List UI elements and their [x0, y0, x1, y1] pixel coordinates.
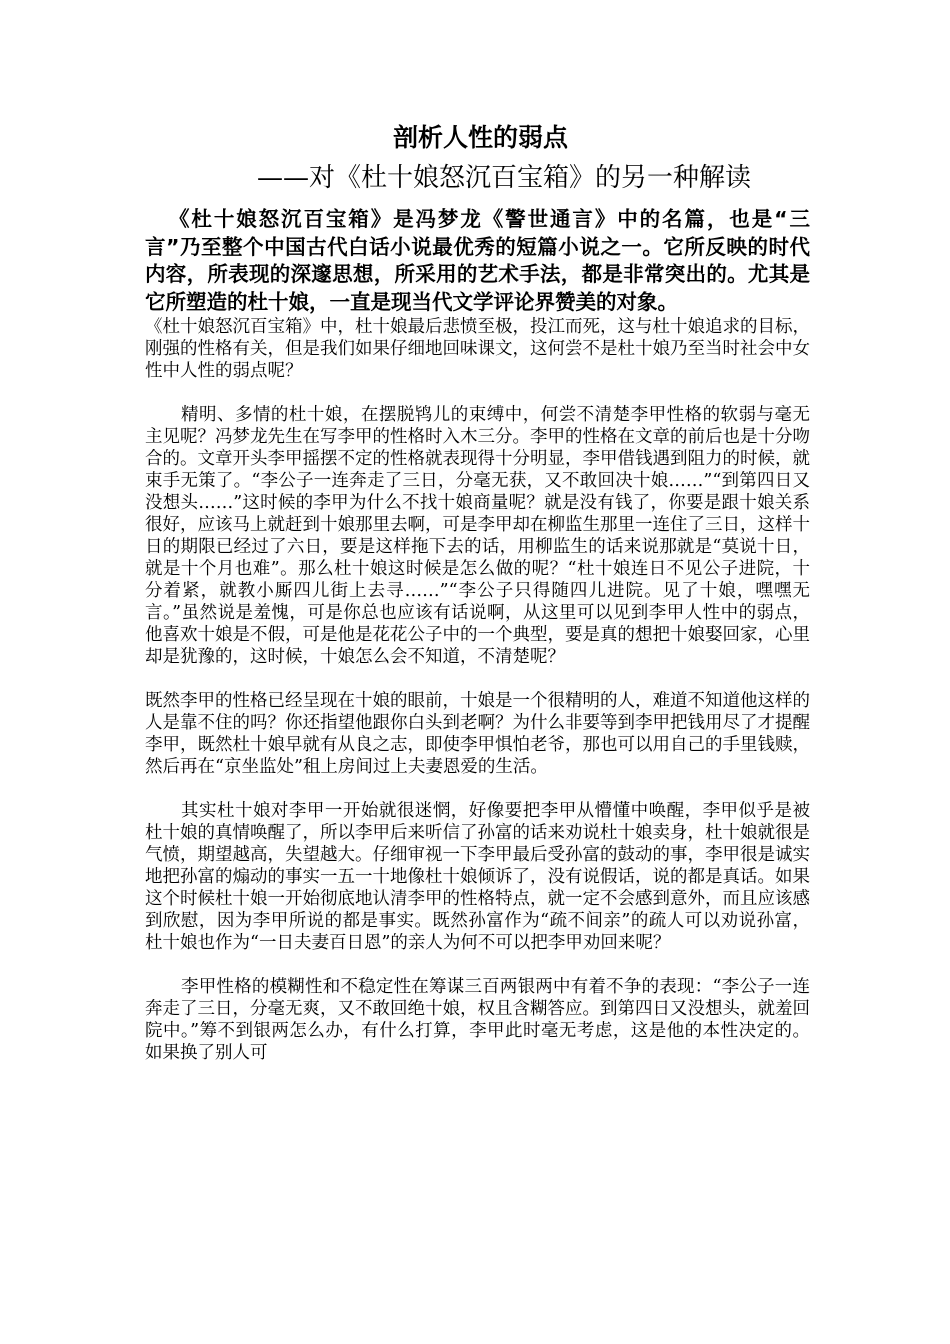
body-paragraph-5: 李甲性格的模糊性和不稳定性在筹谋三百两银两中有着不争的表现：“李公子一连奔走了三日，分毫无爽，又不敢回绝十娘，权且含糊答应。到第四日又没想头，就羞回院中。”筹不到银两怎么办，有什么打算，李甲此时毫无考虑，这是他的本性决定的。如果换了别人可: [145, 977, 810, 1063]
lead-paragraph: 《杜十娘怒沉百宝箱》是冯梦龙《警世通言》中的名篇，也是“三言”乃至整个中国古代白话小说最优秀的短篇小说之一。它所反映的时代内容，所表现的深邃思想，所采用的艺术手法，都是非常突出的。尤其是它所塑造的杜十娘，一直是现当代文学评论界赞美的对象。: [145, 207, 810, 314]
document-title: 剖析人性的弱点: [392, 123, 568, 152]
document-subtitle: ——对《杜十娘怒沉百宝箱》的另一种解读: [257, 163, 752, 193]
body-paragraph-3: 既然李甲的性格已经呈现在十娘的眼前，十娘是一个很精明的人，难道不知道他这样的人是靠不住的吗？你还指望他跟你白头到老啊？为什么非要等到李甲把钱用尽了才提醒李甲，既然杜十娘早就有从良之志，即使李甲惧怕老爷，那也可以用自己的手里钱赎，然后再在“京坐监处”租上房间过上夫妻恩爱的生活。: [145, 691, 810, 777]
document-page: [145, 120, 810, 1064]
body-paragraph-4: 其实杜十娘对李甲一开始就很迷惘，好像要把李甲从懵懂中唤醒，李甲似乎是被杜十娘的真情唤醒了，所以李甲后来听信了孙富的话来劝说杜十娘卖身，杜十娘就很是气愤，期望越高，失望越大。仔细审视一下李甲最后受孙富的鼓动的事，李甲很是诚实地把孙富的煽动的事实一五一十地像杜十娘倾诉了，没有说假话，说的都是真话。如果这个时候杜十娘一开始彻底地认清李甲的性格特点，就一定不会感到意外，而且应该感到欣慰，因为李甲所说的都是事实。既然孙富作为“疏不间亲”的疏人可以劝说孙富，杜十娘也作为“一日夫妻百日恩”的亲人为何不可以把李甲劝回来呢？: [145, 801, 810, 953]
body-paragraph-1: 《杜十娘怒沉百宝箱》中，杜十娘最后悲愤至极，投江而死，这与杜十娘追求的目标，刚强的性格有关，但是我们如果仔细地回味课文，这何尝不是杜十娘乃至当时社会中女性中人性的弱点呢？: [145, 317, 810, 381]
body-paragraph-2: 精明、多情的杜十娘，在摆脱鸨儿的束缚中，何尝不清楚李甲性格的软弱与毫无主见呢？冯梦龙先生在写李甲的性格时入木三分。李甲的性格在文章的前后也是十分吻合的。文章开头李甲摇摆不定的性格就表现得十分明显，李甲借钱遇到阻力的时候，就束手无策了。“李公子一连奔走了三日，分毫无获，又不敢回决十娘……”“到第四日又没想头……”这时候的李甲为什么不找十娘商量呢？就是没有钱了，你要是跟十娘关系很好，应该马上就赶到十娘那里去啊，可是李甲却在柳监生那里一连住了三日，这样十日的期限已经过了六日，要是这样拖下去的话，用柳监生的话来说那就是“莫说十日，就是十个月也难”。那么杜十娘这时候是怎么做的呢？“杜十娘连日不见公子进院，十分着紧，就教小厮四儿街上去寻……”“李公子只得随四儿进院。见了十娘，嘿嘿无言。”虽然说是羞愧，可是你总也应该有话说啊，从这里可以见到李甲人性中的弱点，他喜欢十娘是不假，可是他是花花公子中的一个典型，要是真的想把十娘娶回家，心里却是犹豫的，这时候，十娘怎么会不知道，不清楚呢？: [145, 405, 810, 667]
